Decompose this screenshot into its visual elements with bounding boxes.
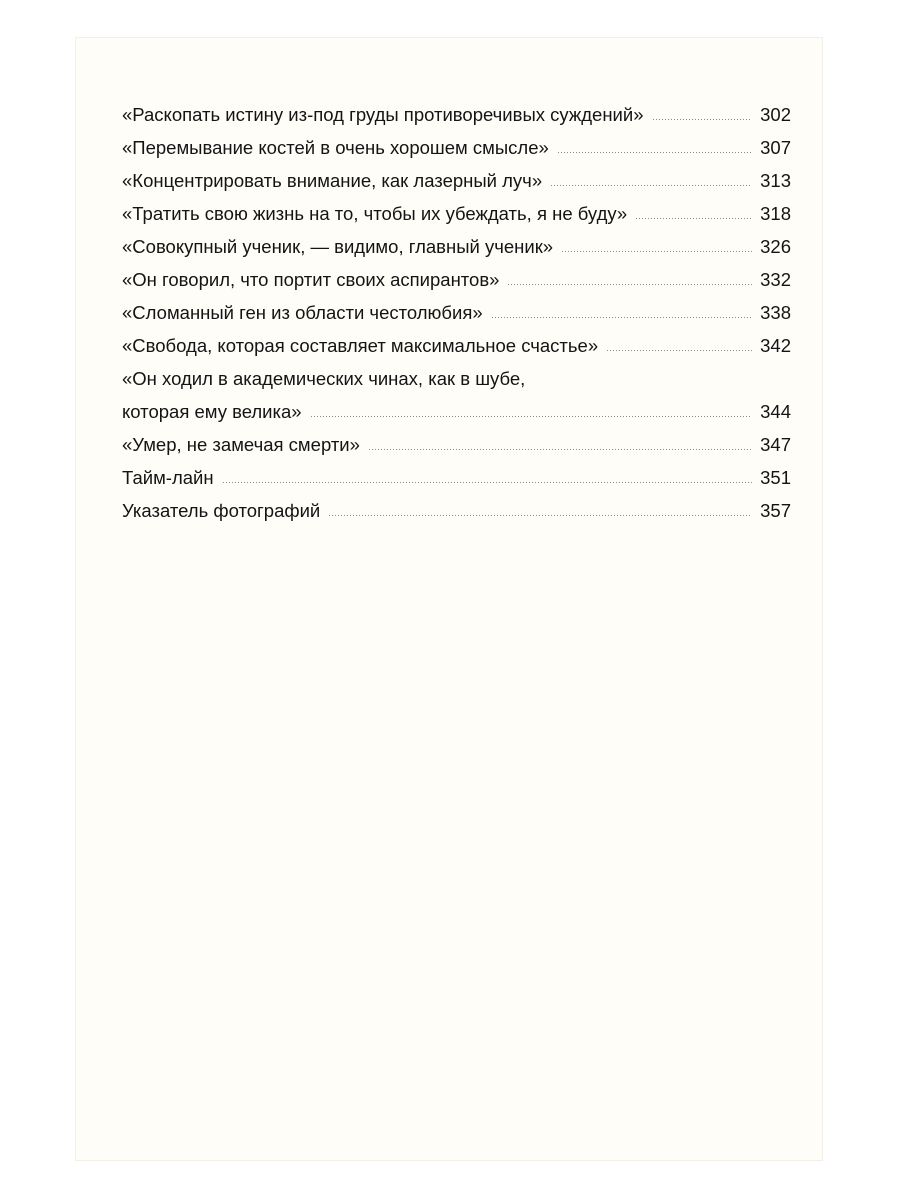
toc-entry-title: «Концентрировать внимание, как лазерный луч» [122, 170, 543, 191]
toc-entry-title: Указатель фотографий [122, 500, 321, 521]
toc-entry [122, 461, 791, 494]
toc-page-number: 351 [760, 467, 791, 488]
dot-leader [635, 218, 752, 219]
toc-entry [122, 296, 791, 329]
toc-entry [122, 428, 791, 461]
toc-entry-line [122, 395, 791, 428]
dot-leader [507, 284, 752, 285]
toc-page-number: 307 [760, 137, 791, 158]
dot-leader [328, 515, 752, 516]
toc-entry-line [122, 362, 791, 395]
toc-entry-title: «Перемывание костей в очень хорошем смысле» [122, 137, 549, 158]
toc-entry-title: «Сломанный ген из области честолюбия» [122, 302, 483, 323]
book-page [76, 38, 822, 1160]
dot-leader [550, 185, 752, 186]
dot-leader [310, 416, 752, 417]
toc-page-number: 318 [760, 203, 791, 224]
toc-entry-title: «Он говорил, что портит своих аспирантов» [122, 269, 500, 290]
toc-page-number: 347 [760, 434, 791, 455]
toc-entry [122, 263, 791, 296]
toc-entry [122, 197, 791, 230]
toc-entry-title: «Совокупный ученик, — видимо, главный ученик» [122, 236, 554, 257]
toc-page-number: 342 [760, 335, 791, 356]
toc-entry-title: «Раскопать истину из-под груды противоречивых суждений» [122, 104, 644, 125]
dot-leader [368, 449, 752, 450]
dot-leader [222, 482, 752, 483]
toc-entry [122, 230, 791, 263]
toc-page-number: 357 [760, 500, 791, 521]
toc-entry [122, 164, 791, 197]
toc-entry [122, 362, 791, 428]
toc-page-number: 302 [760, 104, 791, 125]
table-of-contents [122, 98, 791, 527]
toc-entry-title-continuation: которая ему велика» [122, 401, 302, 422]
toc-entry [122, 98, 791, 131]
toc-page-number: 338 [760, 302, 791, 323]
toc-entry [122, 131, 791, 164]
dot-leader [606, 350, 752, 351]
dot-leader [561, 251, 752, 252]
toc-page-number: 344 [760, 401, 791, 422]
toc-entry-title: «Свобода, которая составляет максимальное счастье» [122, 335, 599, 356]
toc-page-number: 313 [760, 170, 791, 191]
toc-entry-title: «Умер, не замечая смерти» [122, 434, 360, 455]
toc-entry-title: Тайм-лайн [122, 467, 214, 488]
dot-leader [491, 317, 752, 318]
toc-page-number: 326 [760, 236, 791, 257]
toc-entry [122, 494, 791, 527]
toc-entry [122, 329, 791, 362]
toc-entry-title: «Тратить свою жизнь на то, чтобы их убеждать, я не буду» [122, 203, 628, 224]
dot-leader [652, 119, 753, 120]
toc-page-number: 332 [760, 269, 791, 290]
dot-leader [557, 152, 752, 153]
toc-entry-title: «Он ходил в академических чинах, как в шубе, [122, 368, 526, 389]
